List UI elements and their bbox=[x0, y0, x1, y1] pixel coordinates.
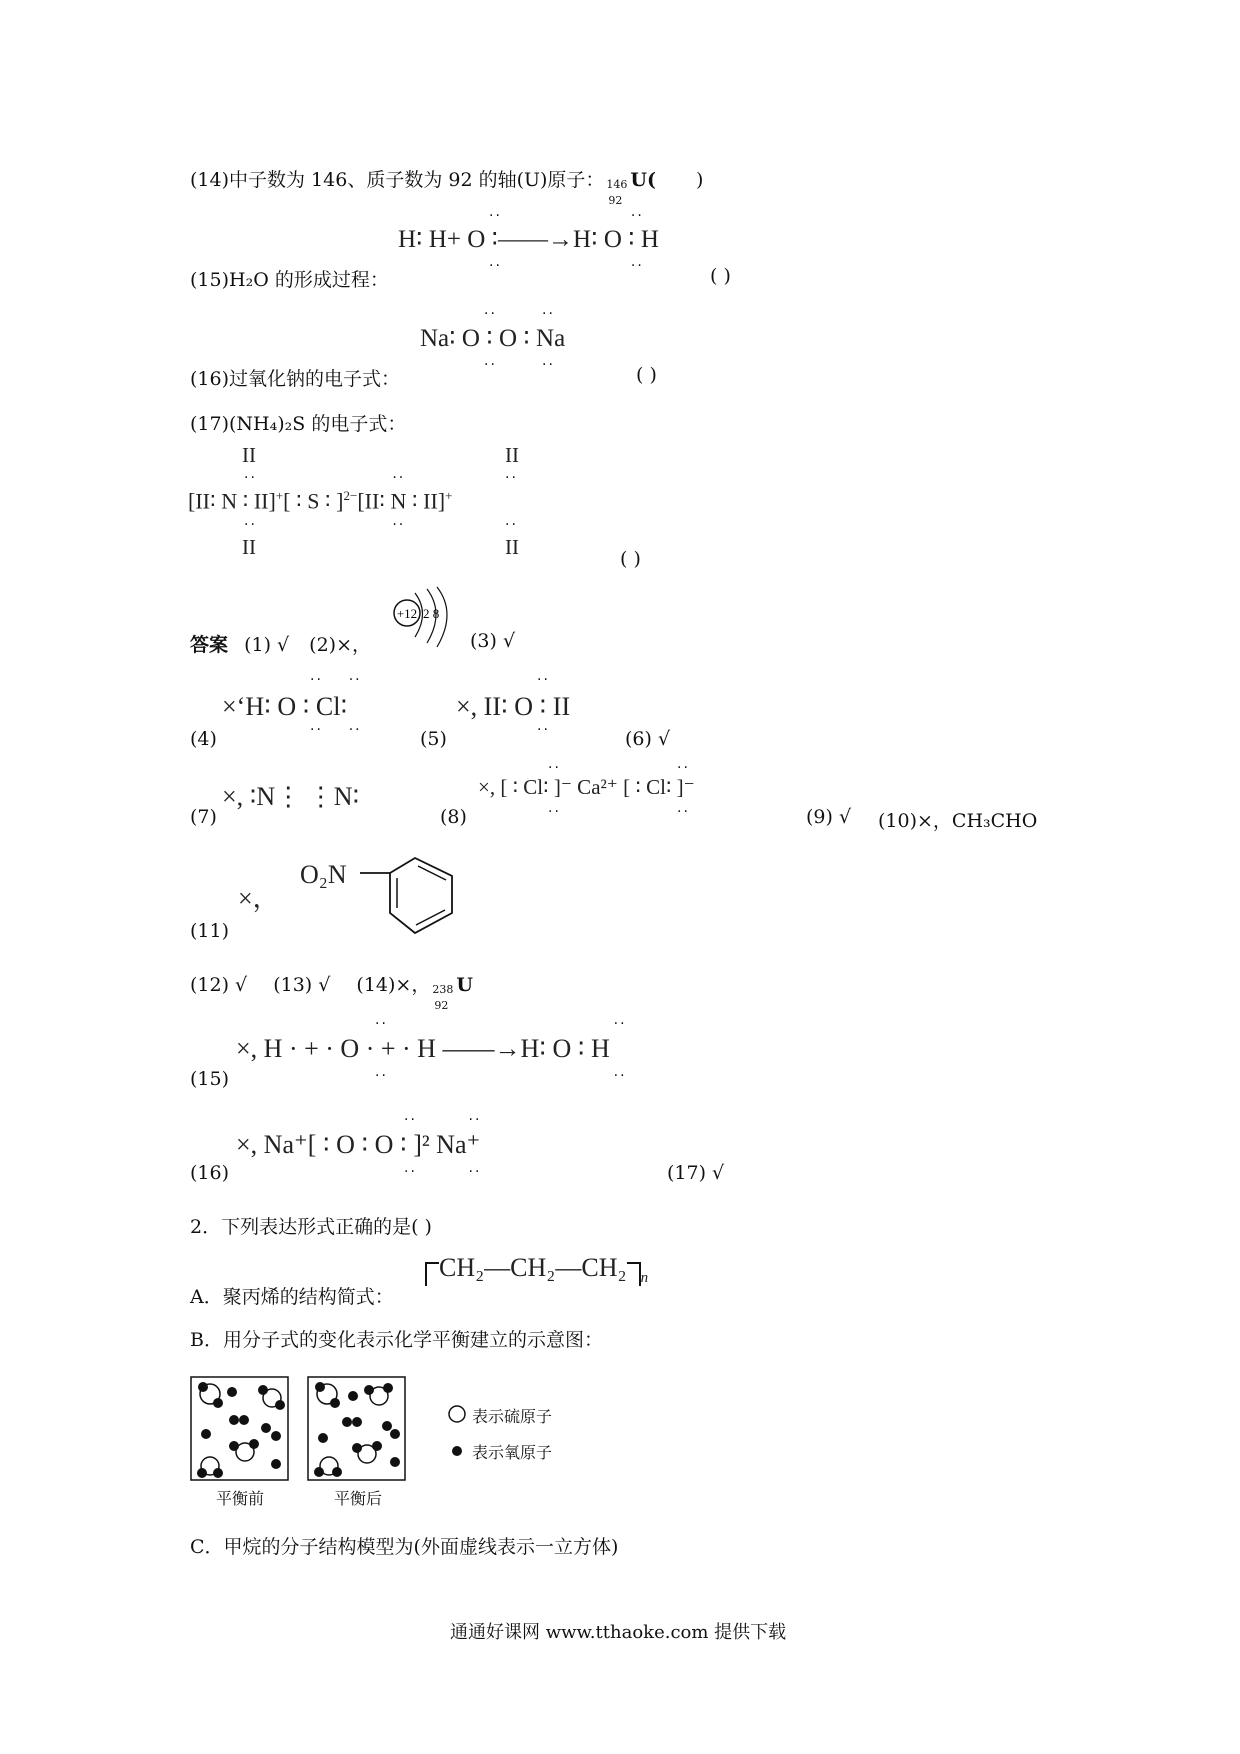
answer-17: (17) √ bbox=[667, 1162, 725, 1184]
q17-h-bottom-right: II bbox=[505, 535, 519, 559]
q15-dots-bottom: ·· ·· bbox=[489, 258, 644, 274]
q15-dots-top: ·· ·· bbox=[489, 208, 644, 224]
q15-line bbox=[190, 265, 389, 292]
mg-shell-electrons: 2 8 bbox=[423, 606, 440, 621]
answer-2: (2)×， bbox=[309, 634, 372, 656]
q16-formula: Na∶ O ∶ O ∶ Na bbox=[420, 325, 566, 352]
before-equilibrium-box bbox=[190, 1376, 290, 1482]
answer-9: (9) √ bbox=[806, 806, 852, 828]
q15-formula: H∶ H+ O ∶——→H∶ O ∶ H bbox=[398, 226, 659, 253]
q17-dots-bottom-right: ·· bbox=[505, 517, 518, 533]
answer-5-formula: ×, II∶ O ∶ II bbox=[456, 692, 571, 721]
q17-sulfide: [ ∶ S ∶ ] bbox=[283, 488, 344, 514]
ans15-dots-bottom: ·· ·· bbox=[375, 1068, 627, 1084]
answer-11-formula: ×， bbox=[238, 884, 279, 913]
after-equilibrium-caption: 平衡后 bbox=[334, 1489, 383, 1508]
answer-16-label: (16) bbox=[190, 1162, 230, 1184]
q16-line bbox=[190, 364, 400, 391]
q14-line: (14)中子数为 146、质子数为 92 的轴(U)原子： 146 92 U( ) bbox=[190, 169, 704, 207]
q17-dots-top-right: ·· bbox=[505, 470, 518, 486]
answer-4-label: (4) bbox=[190, 728, 217, 750]
answer-6: (6) √ bbox=[625, 728, 671, 750]
q17-formula: [II∶ N ∶ II]+[ ∶ S ∶ ]$^{2-}$[II∶ N ∶ II]+ bbox=[188, 488, 453, 514]
answers-line1 bbox=[190, 630, 371, 657]
ans4-dots-bottom: ·· ·· bbox=[310, 722, 362, 738]
q15-text: H₂O 的形成过程： bbox=[229, 269, 389, 291]
ans15-dots-top: ·· ·· bbox=[375, 1016, 627, 1032]
mg-atom-structure-diagram bbox=[385, 585, 460, 650]
q17-ammonium-right: [II∶ N ∶ II] bbox=[357, 488, 446, 514]
answer-4-formula: ×‘H∶ O ∶ Cl∶ bbox=[222, 692, 348, 721]
nitro-group-label: O₂N bbox=[300, 860, 347, 889]
after-equilibrium-box bbox=[307, 1376, 407, 1482]
before-equilibrium-caption: 平衡前 bbox=[216, 1489, 265, 1508]
answer-7-formula: ×, ∶N⋮ ⋮N∶ bbox=[222, 782, 360, 811]
q15-paren: ( ) bbox=[710, 265, 731, 287]
q17-dots-top-left: ·· ·· bbox=[244, 470, 406, 486]
answer-15-label: (15) bbox=[190, 1068, 230, 1090]
answer-14-element: U bbox=[456, 974, 473, 996]
answer-8-label: (8) bbox=[440, 806, 467, 828]
oxygen-atom-legend-icon bbox=[450, 1444, 464, 1458]
answer-7-label: (7) bbox=[190, 806, 217, 828]
q17-h-top-left: II bbox=[242, 443, 256, 467]
q17-dots-bottom-left: ·· ·· bbox=[244, 517, 406, 533]
mg-nucleus-label: +12 bbox=[396, 606, 418, 621]
q16-paren: ( ) bbox=[636, 364, 657, 386]
polymer-bracket-left bbox=[425, 1262, 439, 1286]
q14-formula: U( bbox=[630, 169, 656, 191]
polymer-bracket-right bbox=[627, 1262, 641, 1286]
q16-dots-bottom: ·· ·· bbox=[484, 357, 555, 373]
q2-option-a-formula: CH₂—CH₂—CH₂ $_n$ bbox=[425, 1253, 648, 1283]
q2-option-b: B．用分子式的变化表示化学平衡建立的示意图： bbox=[190, 1329, 603, 1351]
q15-label: (15) bbox=[190, 269, 230, 291]
benzene-ring-diagram bbox=[360, 848, 460, 948]
sulfur-atom-legend-icon bbox=[447, 1404, 467, 1424]
q16-text: 过氧化钠的电子式： bbox=[229, 368, 401, 390]
q17-paren: ( ) bbox=[620, 548, 641, 570]
q2-stem: 2．下列表达形式正确的是( ) bbox=[190, 1216, 432, 1238]
ans5-dots-top: ·· bbox=[537, 672, 550, 688]
q16-label: (16) bbox=[190, 368, 230, 390]
q17-text: (NH₄)₂S 的电子式： bbox=[229, 413, 407, 435]
answer-8-formula: ×, [ ∶ Cl∶ ]⁻ Ca²⁺ [ ∶ Cl∶ ]⁻ bbox=[478, 775, 695, 799]
ans16-dots-bottom: ·· ·· bbox=[404, 1164, 482, 1180]
q17-line bbox=[190, 409, 406, 436]
answer-1: (1) √ bbox=[244, 634, 290, 656]
answer-13: (13) √ bbox=[273, 974, 331, 996]
ans8-dots-bottom: ·· ·· bbox=[548, 804, 690, 820]
answer-15-formula: ×, H · + · O · + · H ——→H∶ O ∶ H bbox=[236, 1034, 610, 1063]
answer-14: (14)×， bbox=[356, 974, 431, 996]
ans4-dots-top: ·· ·· bbox=[310, 672, 362, 688]
page-footer: 通通好课网 www.tthaoke.com 提供下载 bbox=[450, 1622, 787, 1643]
answer-5-label: (5) bbox=[420, 728, 447, 750]
sulfur-legend-label: 表示硫原子 bbox=[472, 1407, 553, 1426]
q17-ammonium-left: [II∶ N ∶ II] bbox=[188, 488, 276, 514]
q17-h-top-right: II bbox=[505, 443, 519, 467]
q14-label: (14) bbox=[190, 169, 230, 191]
answers-title: 答案 bbox=[190, 634, 229, 656]
ans8-dots-top: ·· ·· bbox=[548, 760, 690, 776]
q17-label: (17) bbox=[190, 413, 230, 435]
q2-option-c: C．甲烷的分子结构模型为(外面虚线表示一立方体) bbox=[190, 1536, 619, 1558]
answer-10: (10)×，CH₃CHO bbox=[878, 810, 1038, 832]
q14-paren: ) bbox=[695, 169, 704, 191]
q16-dots-top: ·· ·· bbox=[484, 306, 555, 322]
answers-line5: (12) √ (13) √ (14)×， 238 92 U bbox=[190, 974, 473, 1012]
ans16-dots-top: ·· ·· bbox=[404, 1112, 482, 1128]
ans5-dots-bottom: ·· bbox=[537, 722, 550, 738]
answer-11-label: (11) bbox=[190, 920, 230, 942]
q14-text: 中子数为 146、质子数为 92 的轴(U)原子： bbox=[229, 169, 605, 191]
answer-3: (3) √ bbox=[470, 630, 516, 652]
answer-12: (12) √ bbox=[190, 974, 248, 996]
oxygen-legend-label: 表示氧原子 bbox=[472, 1443, 553, 1462]
q17-h-bottom-left: II bbox=[242, 535, 256, 559]
q2-option-a: A．聚丙烯的结构简式： bbox=[190, 1286, 394, 1308]
answer-16-formula: ×, Na⁺[ ∶ O ∶ O ∶ ]² Na⁺ bbox=[236, 1130, 481, 1159]
